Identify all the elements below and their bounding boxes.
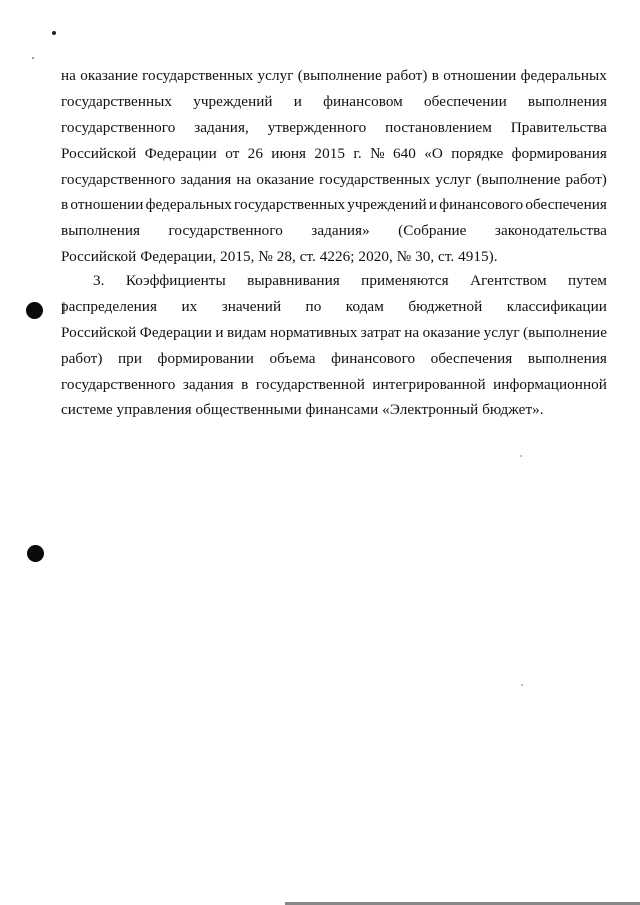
word: Федерации <box>139 323 212 341</box>
paragraph-continuation <box>61 63 607 270</box>
text-line <box>61 192 607 218</box>
text-line <box>61 167 607 193</box>
text-line <box>61 268 607 294</box>
word: государственного <box>61 170 176 188</box>
word: государственного <box>61 375 176 393</box>
word: 640 <box>392 144 416 162</box>
word: на <box>236 170 252 188</box>
word: путем <box>568 272 607 289</box>
word: (выполнение <box>523 323 607 341</box>
word: июня <box>271 144 307 162</box>
word: Российской <box>61 144 137 162</box>
word: государственных <box>234 196 346 214</box>
scan-speck <box>32 57 34 59</box>
word: нормативных <box>270 323 358 341</box>
word: выполнения <box>61 222 141 240</box>
word: от <box>225 144 240 162</box>
text-line <box>61 141 607 167</box>
text-line <box>61 320 607 346</box>
word: учреждений <box>347 196 427 214</box>
word: услуг <box>435 170 472 188</box>
word: их <box>181 297 198 315</box>
word: учреждений <box>193 92 273 110</box>
word: кодам <box>345 297 384 315</box>
word: затрат <box>360 323 401 341</box>
text-line <box>61 89 607 115</box>
word: задания <box>180 170 232 188</box>
text-line <box>61 397 607 423</box>
punch-hole-icon <box>27 545 44 562</box>
word: и <box>293 92 302 110</box>
word: финансового <box>439 196 524 214</box>
word: в <box>61 196 69 214</box>
word: Федерации <box>144 144 217 162</box>
word: при <box>118 349 142 367</box>
word: порядке <box>451 144 504 162</box>
word: в <box>241 375 249 393</box>
word: государственного <box>61 118 176 136</box>
word: услуг <box>483 323 520 341</box>
word: видам <box>226 323 267 341</box>
word: формирования <box>511 144 607 162</box>
word: работ) <box>61 349 103 367</box>
word: задания <box>182 375 234 393</box>
word: по <box>305 297 322 315</box>
word: системе управления общественными финансами «Электронный бюджет». <box>61 401 544 419</box>
word: и <box>428 196 438 214</box>
word: оказание <box>422 323 481 341</box>
word: федеральных <box>520 67 607 84</box>
word: 26 <box>247 144 263 162</box>
word: оказание <box>256 170 315 188</box>
text-line <box>61 294 607 320</box>
text-line <box>61 346 607 372</box>
word: Коэффициенты <box>125 272 226 289</box>
word: государственных <box>319 170 431 188</box>
word: работ) <box>565 170 607 188</box>
word: на <box>404 323 420 341</box>
text-line <box>61 63 607 89</box>
word: на <box>61 67 76 84</box>
word: значений <box>221 297 282 315</box>
word: задания» <box>311 222 370 240</box>
scan-speck <box>520 455 522 457</box>
word: выполнения <box>527 349 607 367</box>
word: 2015 <box>314 144 345 162</box>
word: Правительства <box>510 118 607 136</box>
text-line <box>61 218 607 244</box>
word: применяются <box>361 272 449 289</box>
paragraph-3 <box>61 268 607 423</box>
word: объема <box>269 349 316 367</box>
word: (Собрание <box>398 222 467 240</box>
word: Агентством <box>470 272 547 289</box>
word: работ) <box>386 67 428 84</box>
word: г. <box>353 144 362 162</box>
word: Российской Федерации, 2015, № 28, ст. 4226; 2020, № 30, ст. 4915). <box>61 248 498 266</box>
word: Российской <box>61 323 137 341</box>
word: государственных <box>61 92 173 110</box>
word: отношении <box>443 67 517 84</box>
word: № <box>370 144 385 162</box>
word: постановлением <box>385 118 492 136</box>
word: услуг <box>257 67 294 84</box>
word: информационной <box>493 375 607 393</box>
word: 3. <box>93 272 105 289</box>
word: формировании <box>157 349 254 367</box>
word: законодательства <box>494 222 607 240</box>
word: задания, <box>194 118 249 136</box>
word: бюджетной <box>408 297 483 315</box>
word: обеспечении <box>423 92 507 110</box>
word: выполнения <box>527 92 607 110</box>
word: (выполнение <box>476 170 561 188</box>
word: «О <box>424 144 443 162</box>
text-line <box>61 244 607 270</box>
word: государственных <box>142 67 254 84</box>
punch-hole-icon <box>26 302 43 319</box>
word: финансового <box>331 349 416 367</box>
word: финансовом <box>323 92 403 110</box>
word: обеспечения <box>525 196 607 214</box>
text-line <box>61 372 607 398</box>
word: распределения <box>61 297 158 315</box>
text-line <box>61 115 607 141</box>
word: отношении <box>70 196 144 214</box>
word: федеральных <box>145 196 232 214</box>
word: в <box>431 67 439 84</box>
scan-speck <box>52 31 56 35</box>
word: выравнивания <box>247 272 340 289</box>
word: государственной <box>255 375 365 393</box>
word: обеспечения <box>430 349 513 367</box>
word: классификации <box>506 297 607 315</box>
word: оказание <box>80 67 138 84</box>
word: государственного <box>168 222 283 240</box>
word: интегрированной <box>372 375 486 393</box>
word: утвержденного <box>267 118 367 136</box>
scan-speck <box>521 684 523 686</box>
word: (выполнение <box>297 67 382 84</box>
word: и <box>215 323 224 341</box>
